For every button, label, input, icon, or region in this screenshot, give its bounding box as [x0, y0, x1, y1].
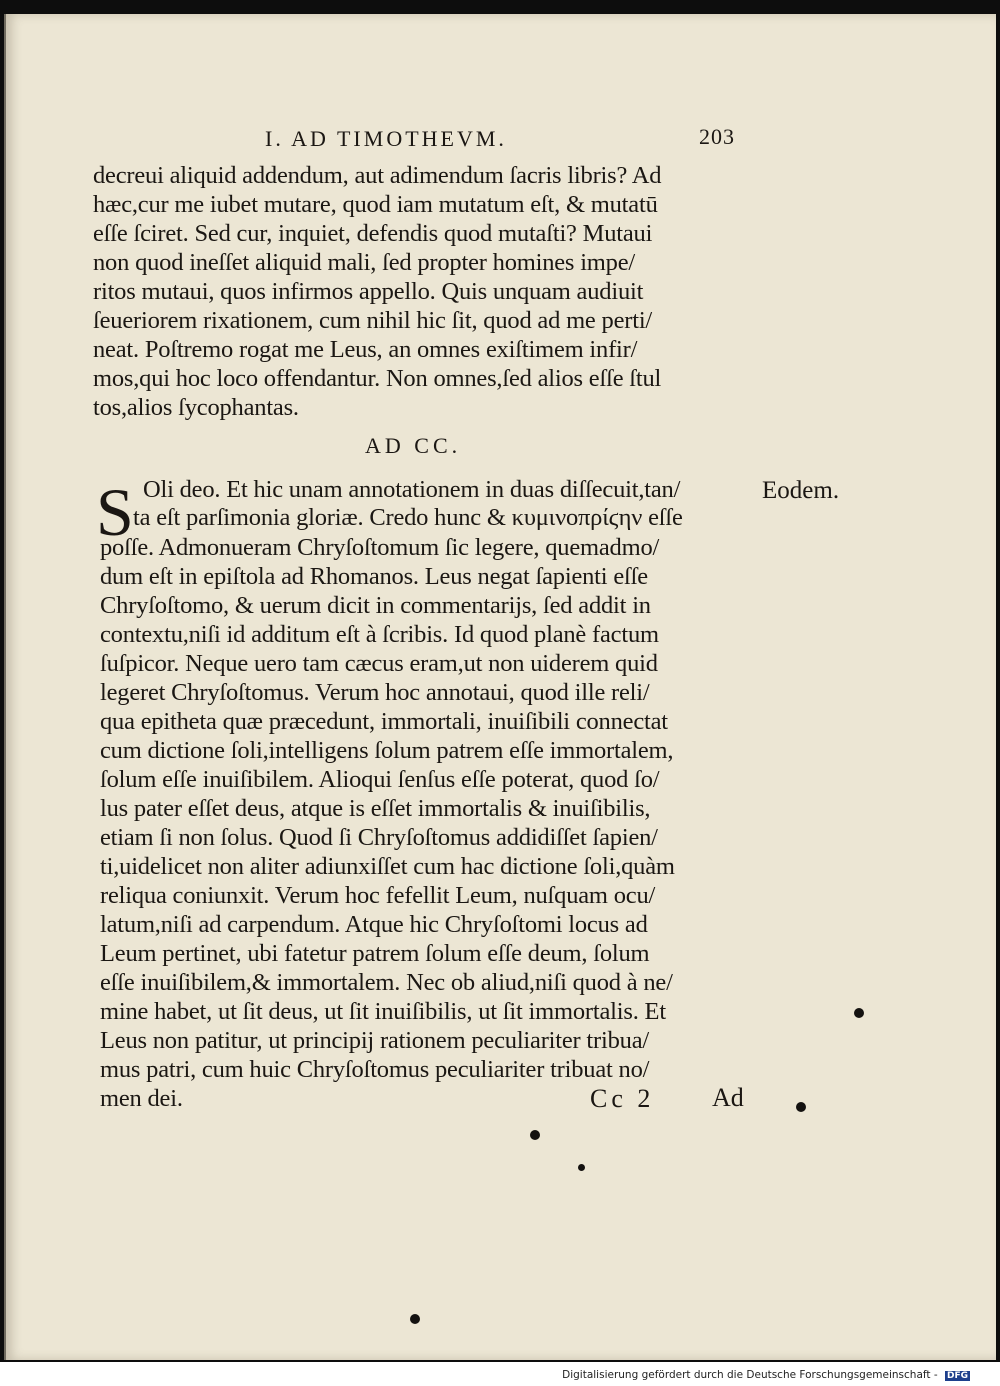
digitization-credit [562, 1369, 970, 1381]
text-line: tos,alios ſycophantas. [93, 394, 299, 421]
section-heading: AD CC. [365, 433, 462, 458]
text-line: legeret Chryſoſtomus. Verum hoc annotaui, quod ille reli/ [100, 679, 650, 706]
text-line: hæc,cur me iubet mutare, quod iam mutatum eſt, & mutatū [93, 191, 658, 218]
text-line: Chryſoſtomo, & uerum dicit in commentarijs, ſed addit in [100, 592, 651, 619]
text-line: qua epitheta quæ præcedunt, immortali, inuiſibili connectat [100, 708, 668, 735]
ink-spot [530, 1130, 540, 1140]
text-line: Oli deo. Et hic unam annotationem in duas diſſecuit,tan/ [143, 476, 681, 503]
text-line: dum eſt in epiſtola ad Rhomanos. Leus negat ſapienti eſſe [100, 563, 648, 590]
ink-spot [796, 1102, 806, 1112]
text-line: mine habet, ut ſit deus, ut ſit inuiſibilis, ut ſit immortalis. Et [100, 998, 666, 1025]
text-line: contextu,niſi id additum eſt à ſcribis. Id quod planè factum [100, 621, 659, 648]
text-line: reliqua coniunxit. Verum hoc fefellit Leum, nuſquam ocu/ [100, 882, 656, 909]
text-line: decreui aliquid addendum, aut adimendum ſacris libris? Ad [93, 162, 662, 189]
ink-spot [854, 1008, 864, 1018]
margin-note: Eodem. [762, 477, 840, 504]
drop-initial: S [96, 474, 134, 550]
text-line: Leus non patitur, ut principij rationem peculiariter tribua/ [100, 1027, 649, 1054]
text-line: latum,niſi ad carpendum. Atque hic Chryſoſtomi locus ad [100, 911, 648, 938]
text-line: mus patri, cum huic Chryſoſtomus peculiariter tribuat no/ [100, 1056, 650, 1083]
page-number: 203 [699, 124, 735, 149]
running-title: I. AD TIMOTHEVM. [265, 126, 507, 151]
text-line: eſſe ſciret. Sed cur, inquiet, defendis quod mutaſti? Mutaui [93, 220, 653, 247]
text-line: eſſe inuiſibilem,& immortalem. Nec ob aliud,niſi quod à ne/ [100, 969, 673, 996]
dfg-logo: DFG [946, 1371, 968, 1381]
text-line: poſſe. Admonueram Chryſoſtomum ſic legere, quemadmo/ [100, 534, 660, 561]
ink-spot [410, 1314, 420, 1324]
credit-text: Digitalisierung gefördert durch die Deutsche Forschungsgemeinschaft - [562, 1369, 938, 1381]
catchword: Ad [712, 1083, 744, 1112]
text-line: ſolum eſſe inuiſibilem. Alioqui ſenſus eſſe poterat, quod ſo/ [100, 766, 660, 793]
text-line: ſeueriorem rixationem, cum nihil hic ſit, quod ad me perti/ [93, 307, 653, 334]
text-line: neat. Poſtremo rogat me Leus, an omnes exiſtimem infir/ [93, 336, 638, 363]
text-line: ta eſt parſimonia gloriæ. Credo hunc & κυμινοπρίϛην eſſe [133, 504, 683, 531]
text-line: mos,qui hoc loco offendantur. Non omnes,ſed alios eſſe ſtul [93, 365, 662, 392]
signature-mark: Cc 2 [590, 1084, 655, 1113]
text-line: Leum pertinet, ubi fatetur patrem ſolum eſſe deum, ſolum [100, 940, 650, 967]
text-line: etiam ſi non ſolus. Quod ſi Chryſoſtomus addidiſſet ſapien/ [100, 824, 658, 851]
text-line: men dei. [100, 1085, 183, 1112]
text-line: cum dictione ſoli,intelligens ſolum patrem eſſe immortalem, [100, 737, 674, 764]
ink-spot [578, 1164, 585, 1171]
text-line: non quod ineſſet aliquid mali, ſed propter homines impe/ [93, 249, 635, 276]
text-line: ritos mutaui, quos infirmos appello. Quis unquam audiuit [93, 278, 644, 305]
text-line: ti,uidelicet non aliter adiunxiſſet cum hac dictione ſoli,quàm [100, 853, 675, 880]
running-head [95, 118, 745, 158]
text-line: ſuſpicor. Neque uero tam cæcus eram,ut non uiderem quid [100, 650, 658, 677]
text-line: lus pater eſſet deus, atque is eſſet immortalis & inuiſibilis, [100, 795, 651, 822]
